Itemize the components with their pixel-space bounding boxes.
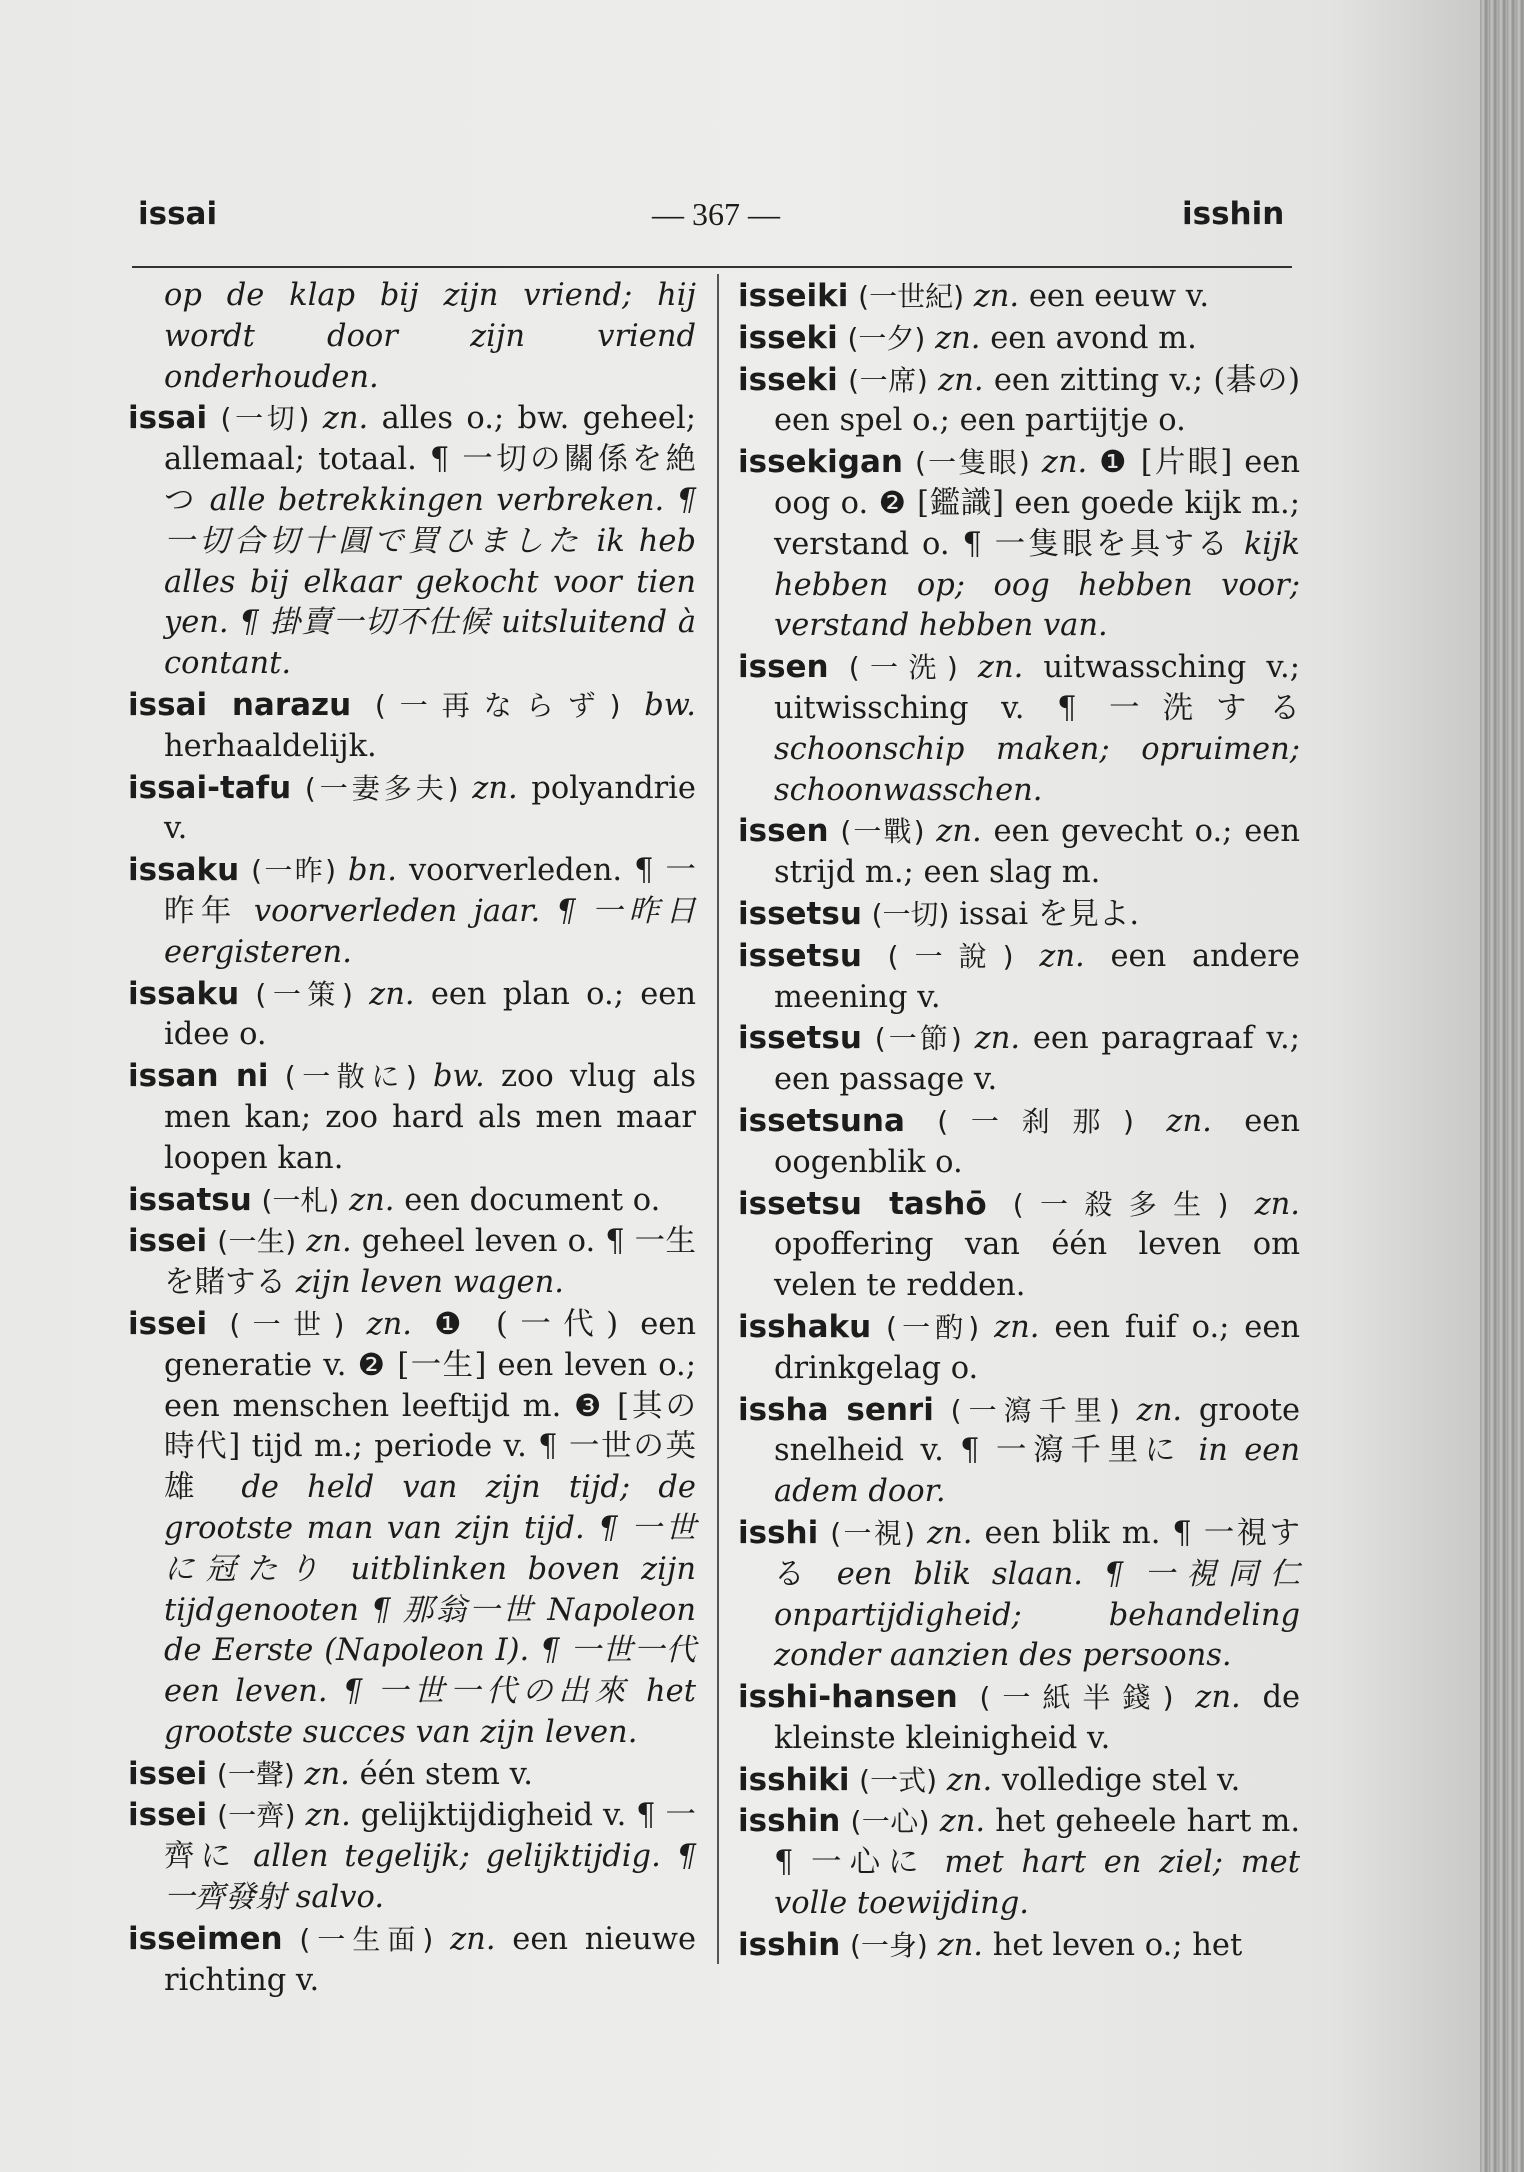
grammar-label: zn. (369, 976, 415, 1012)
left-guide-word: issai (138, 196, 218, 232)
dictionary-entry (738, 1390, 1300, 1513)
translation: een plan o.; een idee o. (164, 976, 696, 1053)
dictionary-entry (738, 1513, 1300, 1677)
grammar-label: zn. (936, 814, 982, 850)
grammar-label: zn. (935, 320, 981, 356)
headword: isshi-hansen (738, 1679, 958, 1716)
grammar-label: zn. (1195, 1680, 1241, 1716)
dictionary-entry (738, 894, 1300, 936)
dictionary-entry (738, 1184, 1300, 1307)
grammar-label: zn. (450, 1921, 496, 1957)
grammar-label: zn. (349, 1182, 395, 1218)
kanji-form: (一節) (874, 1022, 962, 1056)
headword: issen (738, 813, 829, 850)
translation: voorverleden. ¶ 一昨年 (164, 853, 696, 929)
right-guide-word: isshin (1182, 196, 1285, 232)
translation: een oogenblik o. (774, 1103, 1300, 1180)
page-stack-edge (1480, 0, 1524, 2172)
right-column (738, 276, 1300, 1967)
headword: isseki (738, 361, 838, 398)
headword: isshin (738, 1926, 841, 1963)
dictionary-entry (128, 768, 696, 851)
column-divider (717, 274, 719, 1964)
dictionary-entry (738, 1801, 1300, 1924)
grammar-label: zn. (977, 650, 1024, 686)
kanji-form: (一殺多生) (1012, 1187, 1229, 1221)
example-text: kijk hebben op; oog hebben voor; verstand hebben van. (774, 526, 1300, 644)
headword: issai-tafu (128, 769, 292, 806)
kanji-form: (一戰) (840, 815, 925, 849)
grammar-label: zn. (1039, 938, 1085, 974)
kanji-form: (一妻多夫) (304, 771, 459, 805)
headword: issetsu (738, 895, 862, 932)
headword: isshaku (738, 1308, 872, 1345)
dictionary-entry (738, 276, 1300, 318)
kanji-form: (一紙半錢) (979, 1681, 1174, 1715)
grammar-label: zn. (472, 770, 518, 806)
headword: issetsu tashō (738, 1185, 987, 1222)
translation: een andere meening v. (774, 938, 1300, 1015)
kanji-form: (一策) (255, 977, 353, 1011)
headword: isshin (738, 1803, 841, 1840)
headword: issekigan (738, 444, 903, 481)
grammar-label: zn. (973, 279, 1020, 314)
headword: issei (128, 1797, 208, 1834)
translation: alles o.; bw. geheel; allemaal; totaal. ¶ 一切の關係を絶つ (164, 401, 696, 518)
kanji-form: (一酌) (886, 1310, 980, 1344)
headword: isshiki (738, 1761, 850, 1798)
kanji-form: (一席) (848, 363, 928, 397)
headword: issatsu (128, 1181, 252, 1218)
page-number: — 367 — (652, 196, 780, 232)
headword: issan ni (128, 1058, 269, 1095)
dictionary-entry (738, 936, 1300, 1019)
grammar-label: bw. (433, 1059, 485, 1095)
translation: een eeuw v. (1028, 279, 1210, 314)
left-column (128, 276, 696, 2001)
kanji-form: (一齊) (217, 1799, 296, 1833)
translation: geheel leven o. ¶ 一生を賭する (164, 1224, 697, 1301)
dictionary-entry (128, 850, 696, 973)
translation: de kleinste kleinigheid v. (774, 1680, 1301, 1756)
headword: isseiki (738, 278, 849, 314)
kanji-form: (一世) (229, 1307, 345, 1341)
dictionary-entry (738, 1760, 1300, 1802)
grammar-label: zn. (938, 362, 984, 398)
grammar-label: zn. (994, 1309, 1040, 1345)
headword: issha senri (738, 1391, 934, 1428)
dictionary-entry (128, 1056, 696, 1179)
dictionary-entry (738, 360, 1300, 443)
dictionary-entry (128, 398, 696, 685)
headword: issaku (128, 975, 240, 1012)
dictionary-entry (738, 1677, 1300, 1760)
translation: herhaaldelijk. (164, 728, 377, 764)
header-rule (132, 266, 1292, 268)
grammar-label: zn. (1166, 1103, 1212, 1139)
kanji-form: (一式) (859, 1763, 938, 1797)
dictionary-entry (128, 1180, 696, 1222)
grammar-label: zn. (927, 1515, 973, 1551)
kanji-form: (一夕) (847, 321, 926, 355)
headword: isseki (738, 319, 838, 356)
dictionary-entry (738, 1101, 1300, 1184)
kanji-form: (一生) (217, 1225, 297, 1259)
translation: ❶ [片眼] een oog o. ❷ [鑑識] een goede kijk m.; verstand o. ¶ 一隻眼を具する (774, 445, 1300, 562)
dictionary-entry (738, 811, 1300, 894)
translation: één stem v. (359, 1756, 533, 1792)
grammar-label: zn. (1254, 1186, 1300, 1222)
dictionary-entry (738, 442, 1300, 647)
headword: issetsu (738, 1020, 862, 1057)
translation: een zitting v.; (碁の) een spel o.; een partijtje o. (774, 362, 1300, 439)
dictionary-entry (128, 974, 696, 1057)
headword: issetsuna (738, 1102, 905, 1139)
headword: issaku (128, 852, 240, 889)
example-text: schoonschip maken; opruimen; schoonwasschen. (774, 731, 1300, 808)
dictionary-entry (738, 1925, 1300, 1967)
grammar-label: zn. (937, 1927, 983, 1963)
translation: issai を見よ. (959, 896, 1140, 932)
translation: een nieuwe richting v. (164, 1921, 697, 1998)
translation: een fuif o.; een drinkgelag o. (774, 1309, 1301, 1386)
translation: volledige stel v. (1001, 1762, 1241, 1798)
translation: ❶ (一代) een generatie v. ❷ [一生] een leven o.; een menschen leeftijd m. ❸ [其の時代] tijd m.; periode v. ¶ 一世の英雄 (164, 1306, 696, 1506)
translation: het geheele hart m. ¶ 一心に (774, 1804, 1301, 1881)
dictionary-entry (738, 318, 1300, 360)
kanji-form: (一世紀) (858, 280, 964, 313)
example-text: zijn leven wagen. (295, 1265, 564, 1301)
grammar-label: zn. (305, 1798, 351, 1834)
example-text: voorverleden jaar. ¶ 一昨日 eergisteren. (164, 893, 697, 970)
headword: isshi (738, 1514, 819, 1551)
kanji-form: (一聲) (216, 1757, 295, 1791)
grammar-label: zn. (939, 1804, 986, 1840)
headword: issei (128, 1305, 208, 1342)
dictionary-entry (128, 1754, 696, 1796)
kanji-form: (一視) (830, 1516, 916, 1550)
kanji-form: (一身) (850, 1928, 928, 1962)
kanji-form: (一札) (261, 1183, 340, 1217)
translation: zoo vlug als men kan; zoo hard als men maar loopen kan. (164, 1059, 696, 1176)
kanji-form: (一瀉千里) (950, 1393, 1120, 1427)
dictionary-entry (128, 685, 696, 768)
grammar-label: zn. (304, 1756, 350, 1792)
kanji-form: (一切) (220, 402, 310, 436)
kanji-form: (一切) (871, 897, 950, 931)
kanji-form: (一再ならず) (374, 688, 621, 722)
grammar-label: zn. (974, 1021, 1021, 1057)
headword: issetsu (738, 937, 862, 974)
kanji-form: (一心) (850, 1805, 930, 1839)
translation: gelijktijdigheid v. ¶ 一齊に (164, 1798, 696, 1875)
translation: een document o. (404, 1182, 661, 1218)
grammar-label: bn. (348, 853, 397, 889)
kanji-form: (一隻眼) (914, 446, 1030, 480)
grammar-label: zn. (366, 1306, 412, 1342)
kanji-form: (一說) (887, 939, 1014, 973)
grammar-label: zn. (1136, 1392, 1183, 1428)
translation: groote snelheid v. ¶ 一瀉千里に (774, 1392, 1300, 1469)
translation: uitwassching v.; uitwissching v. ¶ 一洗する (774, 650, 1300, 726)
headword: issen (738, 649, 829, 686)
kanji-form: (一生面) (299, 1922, 434, 1956)
translation: een paragraaf v.; een passage v. (774, 1021, 1300, 1098)
kanji-form: (一刹那) (937, 1104, 1134, 1138)
dictionary-entry (738, 1018, 1300, 1101)
translation: een gevecht o.; een strijd m.; een slag m. (774, 814, 1300, 891)
translation: opoffering van één leven om velen te redden. (774, 1227, 1300, 1304)
kanji-form: (一散に) (284, 1060, 417, 1094)
dictionary-entry (128, 1795, 696, 1918)
example-text: een blik slaan. ¶ 一視同仁 onpartijdigheid; behandeling zonder aanzien des persoons. (774, 1556, 1300, 1674)
dictionary-entry (128, 276, 696, 398)
dictionary-entry (128, 1304, 696, 1754)
grammar-label: bw. (644, 687, 696, 723)
headword: issai narazu (128, 686, 352, 723)
headword: issei (128, 1755, 208, 1792)
example-text: met hart en ziel; met volle toewijding. (774, 1845, 1300, 1922)
headword: isseimen (128, 1920, 283, 1957)
headword: issei (128, 1223, 208, 1260)
example-text: alle betrekkingen verbreken. ¶ 一切合切十圓で買ひました ik heb alles bij elkaar gekocht voor tien yen. ¶ 掛賣一切不仕候 uitsluitend à contant. (164, 482, 697, 682)
example-text: in een adem door. (774, 1433, 1300, 1510)
example-text: de held van zijn tijd; de grootste man van zijn tijd. ¶ 一世に冠たり uitblinken boven zijn tijdgenooten ¶ 那翁一世 Napoleon de Eerste (Napoleon I). ¶ 一世一代 een leven. ¶ 一世一代の出來 het grootste succes van zijn leven. (164, 1470, 696, 1750)
grammar-label: zn. (1041, 445, 1088, 481)
kanji-form: (一昨) (251, 854, 336, 888)
dictionary-entry (128, 1919, 696, 2002)
dictionary-entry (128, 1221, 696, 1304)
translation: een blik m. ¶ 一視する (774, 1515, 1300, 1592)
kanji-form: (一洗) (848, 651, 958, 685)
translation: polyandrie v. (164, 770, 696, 847)
dictionary-entry (738, 1307, 1300, 1390)
headword: issai (128, 400, 208, 437)
example-text: allen tegelijk; gelijktijdig. ¶ 一齊發射 salvo. (164, 1839, 697, 1916)
grammar-label: zn. (322, 401, 369, 437)
grammar-label: zn. (946, 1762, 993, 1798)
grammar-label: zn. (306, 1224, 352, 1260)
translation: het leven o.; het (992, 1927, 1243, 1963)
translation: een avond m. (990, 320, 1197, 356)
example-text: op de klap bij zijn vriend; hij wordt door zijn vriend onderhouden. (164, 278, 696, 395)
dictionary-entry (738, 647, 1300, 811)
